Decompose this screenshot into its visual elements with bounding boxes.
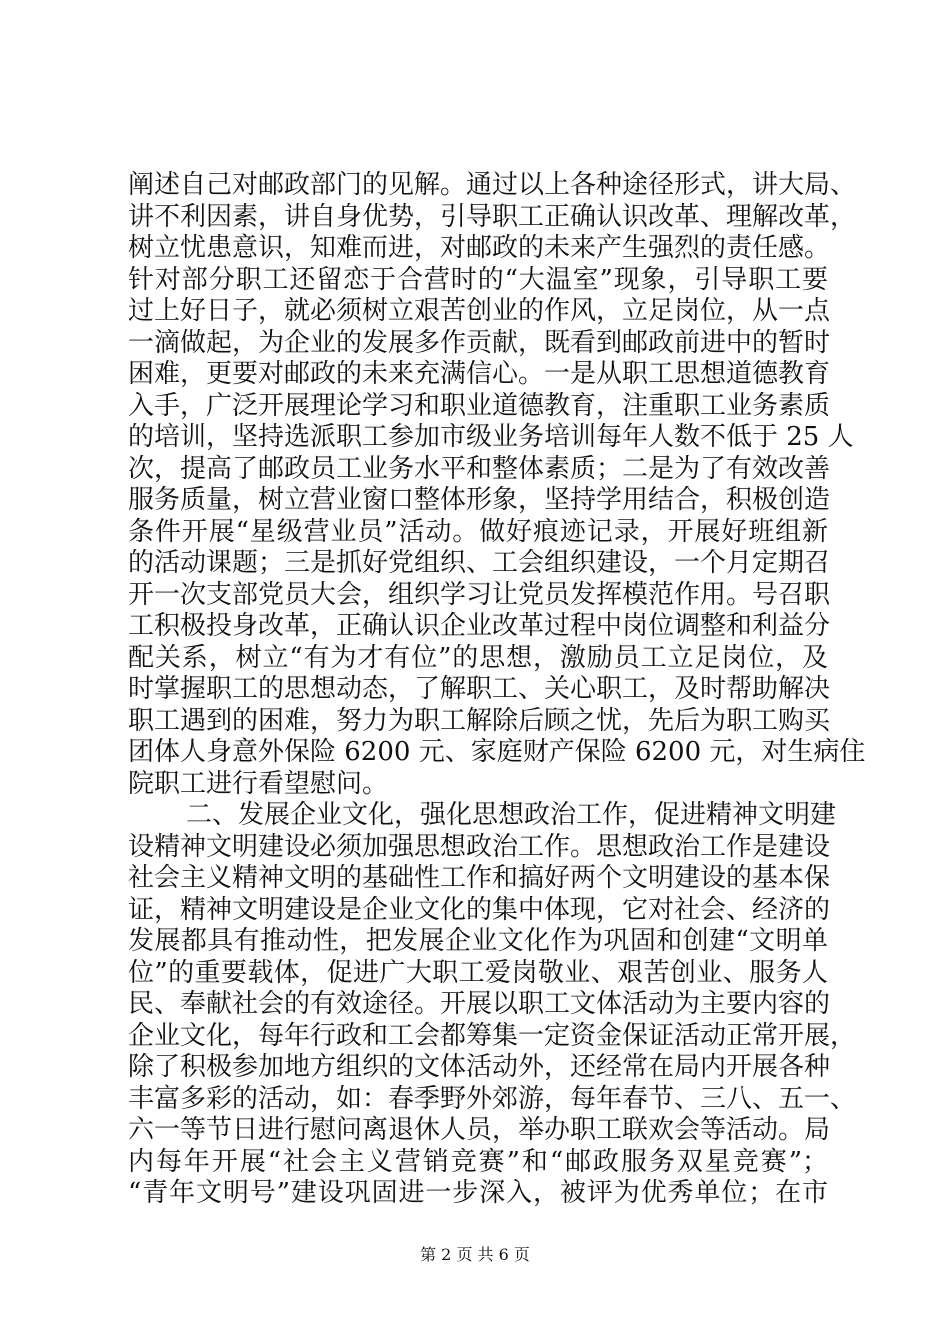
text-line: 设精神文明建设必须加强思想政治工作。思想政治工作是建设 <box>128 831 831 862</box>
text-line: 六一等节日进行慰问离退休人员，举办职工联欢会等活动。局 <box>128 1115 831 1145</box>
text-line: 一滴做起，为企业的发展多作贡献，既看到邮政前进中的暂时 <box>128 327 831 358</box>
text-line: 配关系，树立“有为才有位”的思想，激励员工立足岗位，及 <box>128 642 828 673</box>
text-line: 次，提高了邮政员工业务水平和整体素质；二是为了有效改善 <box>128 453 831 484</box>
text-line: 除了积极参加地方组织的文体活动外，还经常在局内开展各种 <box>128 1052 831 1082</box>
text-line: 企业文化，每年行政和工会都筹集一定资金保证活动正常开展， <box>128 1020 857 1051</box>
text-line: 位”的重要载体，促进广大职工爱岗敬业、艰苦创业、服务人 <box>128 957 828 988</box>
text-line: 发展都具有推动性，把发展企业文化作为巩固和创建“文明单 <box>128 926 828 956</box>
text-line: 入手，广泛开展理论学习和职业道德教育，注重职工业务素质 <box>128 390 831 421</box>
text-line: “青年文明号”建设巩固进一步深入，被评为优秀单位；在市 <box>128 1178 828 1208</box>
text-line: 社会主义精神文明的基础性工作和搞好两个文明建设的基本保 <box>128 863 831 893</box>
text-line: 证，精神文明建设是企业文化的集中体现，它对社会、经济的 <box>128 894 831 925</box>
text-line: 丰富多彩的活动，如：春季野外郊游，每年春节、三八、五一、 <box>128 1083 857 1114</box>
text-line: 开一次支部党员大会，组织学习让党员发挥模范作用。号召职 <box>128 579 831 610</box>
text-line: 阐述自己对邮政部门的见解。通过以上各种途径形式，讲大局、 <box>128 170 857 200</box>
text-line: 过上好日子，就必须树立艰苦创业的作风，立足岗位，从一点 <box>128 296 831 326</box>
text-line: 条件开展“星级营业员”活动。做好痕迹记录，开展好班组新 <box>128 516 828 547</box>
text-line: 民、奉献社会的有效途径。开展以职工文体活动为主要内容的 <box>128 989 831 1019</box>
text-line: 树立忧患意识，知难而进，对邮政的未来产生强烈的责任感。 <box>128 233 831 263</box>
text-line: 团体人身意外保险 6200 元、家庭财产保险 6200 元，对生病住 <box>128 737 866 767</box>
text-line: 讲不利因素，讲自身优势，引导职工正确认识改革、理解改革， <box>128 201 857 232</box>
text-line: 困难，更要对邮政的未来充满信心。一是从职工思想道德教育 <box>128 359 831 389</box>
body-text <box>128 170 866 1210</box>
text-line: 服务质量，树立营业窗口整体形象，坚持学用结合，积极创造 <box>128 485 831 515</box>
text-line: 时掌握职工的思想动态，了解职工、关心职工，及时帮助解决 <box>128 674 831 704</box>
text-line: 职工遇到的困难，努力为职工解除后顾之忧，先后为职工购买 <box>128 705 831 736</box>
section-heading-line: 二、发展企业文化，强化思想政治工作，促进精神文明建 <box>186 800 837 830</box>
text-line: 内每年开展“社会主义营销竞赛”和“邮政服务双星竞赛”； <box>128 1146 828 1177</box>
text-line: 院职工进行看望慰问。 <box>128 768 389 799</box>
text-line: 的活动课题；三是抓好党组织、工会组织建设，一个月定期召 <box>128 548 831 578</box>
text-line: 工积极投身改革，正确认识企业改革过程中岗位调整和利益分 <box>128 611 831 641</box>
text-line: 的培训，坚持选派职工参加市级业务培训每年人数不低于 25 人 <box>128 422 854 452</box>
text-line: 针对部分职工还留恋于合营时的“大温室”现象，引导职工要 <box>128 264 828 295</box>
page-number-footer: 第 2 页 共 6 页 <box>420 1245 530 1264</box>
